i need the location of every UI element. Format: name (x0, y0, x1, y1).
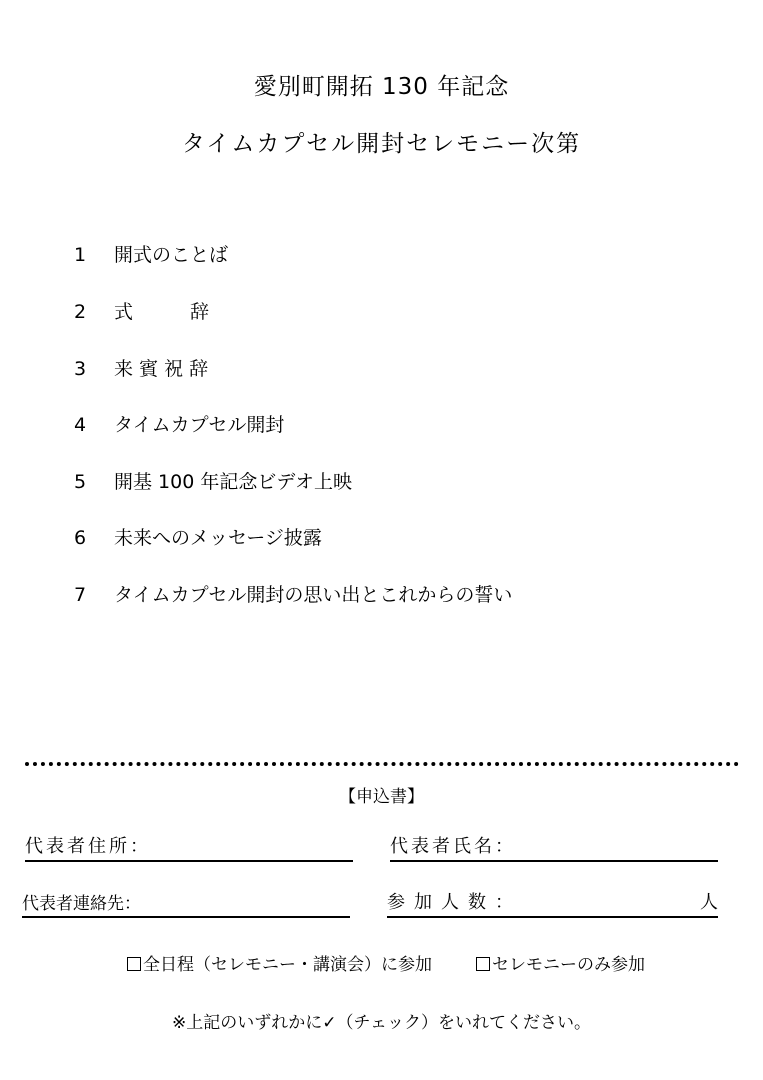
option-full-schedule-label: 全日程（セレモニー・講演会）に参加 (143, 955, 432, 975)
participation-options (127, 950, 645, 975)
agenda-number: 7 (74, 584, 87, 606)
representative-contact-label: 代表者連絡先： (22, 894, 141, 914)
cut-line-divider (25, 762, 739, 766)
agenda-item (74, 523, 674, 553)
option-ceremony-only-label: セレモニーのみ参加 (492, 955, 645, 975)
agenda-label: 式 辞 (114, 301, 210, 323)
agenda-item (74, 240, 674, 270)
agenda-item (74, 467, 674, 497)
representative-name-field[interactable] (390, 834, 718, 862)
document-title: 愛別町開拓 130 年記念 (253, 74, 510, 100)
participant-count-field[interactable] (387, 890, 718, 918)
document-subtitle: タイムカプセル開封セレモニー次第 (181, 131, 582, 157)
option-full-schedule[interactable] (127, 950, 432, 975)
agenda-number: 4 (74, 414, 87, 436)
agenda-number: 2 (74, 301, 87, 323)
application-form-title: 【申込書】 (339, 787, 424, 807)
agenda-label: 来 賓 祝 辞 (114, 358, 209, 380)
agenda-number: 1 (74, 244, 87, 266)
agenda-item (74, 297, 674, 327)
representative-name-label: 代表者氏名： (390, 836, 516, 857)
checkbox-icon[interactable] (127, 957, 141, 971)
agenda-number: 5 (74, 471, 87, 493)
agenda-label: タイムカプセル開封 (114, 414, 285, 436)
participant-count-unit: 人 (700, 892, 718, 913)
agenda-label: 開式のことば (114, 244, 229, 266)
participant-count-label: 参加人数： (387, 892, 522, 913)
checkbox-icon[interactable] (476, 957, 490, 971)
agenda-item (74, 410, 674, 440)
agenda-item (74, 354, 674, 384)
representative-address-field[interactable] (25, 834, 353, 862)
representative-address-label: 代表者住所： (25, 836, 151, 857)
agenda-number: 6 (74, 527, 87, 549)
agenda-label: 開基 100 年記念ビデオ上映 (114, 471, 352, 493)
representative-contact-field[interactable] (22, 890, 350, 918)
agenda-item (74, 580, 674, 610)
agenda-number: 3 (74, 358, 87, 380)
agenda-label: タイムカプセル開封の思い出とこれからの誓い (114, 584, 513, 606)
check-instruction-note: ※上記のいずれかに✓（チェック）をいれてください。 (172, 1013, 591, 1033)
agenda-label: 未来へのメッセージ披露 (114, 527, 322, 549)
option-ceremony-only[interactable] (476, 950, 645, 975)
